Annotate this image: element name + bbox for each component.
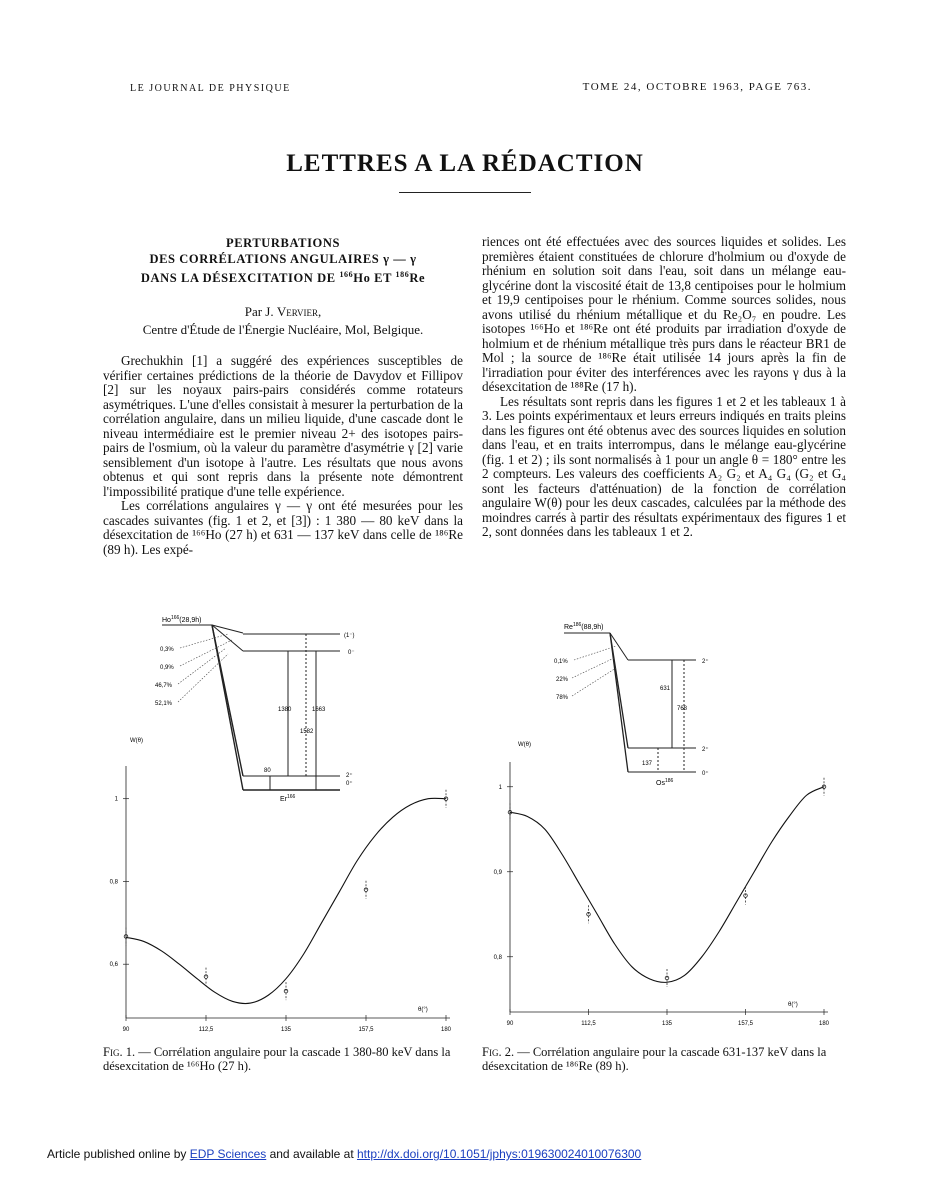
fig1-x-tick-label: 135 — [280, 1027, 292, 1033]
fig1-ylabel: W(θ) — [130, 738, 143, 744]
right-column — [482, 235, 846, 540]
title-rule — [399, 192, 531, 193]
fig1-fit-curve — [126, 798, 446, 1003]
title-line-3: DANS LA DÉSEXCITATION DE $^{166}$Ho ET $^{186}$Re — [140, 270, 426, 286]
fig2-transition-0: 631 — [660, 686, 671, 692]
fig1-branch-3: 52,1% — [155, 701, 173, 707]
fig1-branch-2: 46,7% — [155, 683, 173, 689]
fig1-level-top-0: (1⁻) — [344, 633, 355, 639]
fig2-x-tick-label: 180 — [818, 1021, 830, 1027]
fig1-level-bottom-1: 0⁺ — [346, 781, 353, 787]
fig1-level-bottom-0: 2⁺ — [346, 773, 353, 779]
figure-2 — [478, 608, 850, 1040]
journal-header: LE JOURNAL DE PHYSIQUE — [130, 83, 291, 94]
fig1-y-tick-label: 0,8 — [109, 879, 118, 886]
fig2-x-tick-label: 157,5 — [737, 1021, 754, 1027]
fig2-daughter-label: Os$^{186}$ — [656, 778, 674, 787]
figure-2-caption: Fig. 2. — Corrélation angulaire pour la cascade 631-137 keV dans la désexcitation de ¹⁸⁶Re (89 h). — [482, 1045, 827, 1073]
fig1-transition-2: 1663 — [312, 707, 326, 713]
fig1-parent-label: Ho$^{166}$(28,9h) — [162, 615, 202, 624]
fig2-y-tick-label: 1 — [498, 784, 502, 791]
fig1-y-tick-label: 0,6 — [109, 962, 118, 969]
fig2-branch-2: 78% — [556, 695, 569, 701]
left-column — [103, 354, 463, 557]
fig1-transition-1: 1582 — [300, 729, 314, 735]
fig2-transition-2: 137 — [642, 761, 653, 767]
footer-line: Article published online by EDP Sciences and available at http://dx.doi.org/10.1051/jphys:019630024010076300 — [47, 1147, 642, 1161]
right-paragraph-2: Les résultats sont repris dans les figures 1 et 2 et les tableaux 1 à 3. Les points expérimentaux et leurs erreurs indiqués en traits pleins dans les figures ont été obtenus avec des sources liquides en solution dans l'eau, et en traits interrompus, dans le mélange eau-glycérine (fig. 1 et 2) ; ils sont normalisés à 1 pour un angle θ = 180° entre les 2 compteurs. Les valeurs des coefficients A₂ G₂ et A₄ G₄ (G₂ et G₄ sont les facteurs d'atténuation) de la fonction de corrélation angulaire W(θ) pour les deux cascades, calculées par la méthode des moindres carrés à partir des résultats expérimentaux des figures 1 et 2, sont données dans les tableaux 1 et 2. — [482, 393, 846, 539]
article-title — [103, 235, 463, 286]
title-line-2: DES CORRÉLATIONS ANGULAIRES γ — γ — [149, 252, 417, 266]
fig2-x-tick-label: 112,5 — [581, 1021, 596, 1027]
fig1-daughter-label: Er$^{166}$ — [280, 794, 296, 803]
fig2-x-tick-label: 90 — [506, 1021, 514, 1027]
fig2-level-bottom-0: 2⁺ — [702, 747, 709, 753]
publisher-link[interactable]: EDP Sciences — [189, 1147, 267, 1161]
fig2-y-tick-label: 0,9 — [493, 869, 502, 876]
fig1-x-tick-label: 112,5 — [198, 1027, 214, 1033]
fig1-transition-0: 1380 — [278, 707, 292, 713]
affiliation: Centre d'Étude de l'Énergie Nucléaire, Mol, Belgique. — [142, 322, 424, 337]
fig2-level-top: 2⁺ — [702, 659, 709, 665]
fig2-xlabel: θ(°) — [788, 1002, 798, 1008]
fig1-y-tick-label: 1 — [114, 796, 118, 803]
title-line-1: PERTURBATIONS — [225, 236, 341, 250]
issue-header: TOME 24, OCTOBRE 1963, PAGE 763. — [582, 81, 812, 93]
figure-1 — [100, 608, 470, 1040]
fig2-ylabel: W(θ) — [518, 742, 531, 748]
doi-link[interactable]: http://dx.doi.org/10.1051/jphys:019630024010076300 — [356, 1147, 642, 1161]
fig2-level-bottom-1: 0⁺ — [702, 771, 709, 777]
fig1-branch-0: 0,3% — [160, 647, 174, 653]
fig2-x-tick-label: 135 — [661, 1021, 673, 1027]
section-title: LETTRES A LA RÉDACTION — [286, 150, 644, 177]
fig2-transition-1: 768 — [677, 706, 688, 712]
right-paragraph-1: riences ont été effectuées avec des sources liquides et solides. Les premières étaient constituées de chlorure d'holmium ou d'oxyde de rhénium en solution soit dans l'eau, soit dans un mélange eau-glycérine dont la viscosité était de 13,8 centipoises pour le holmium et 19,9 centipoises pour le rhénium. Comme sources solides, nous avons utilisé du rhénium métallique et du Re₂O₇ en poudre. Les isotopes ¹⁶⁶Ho et ¹⁸⁶Re ont été produits par irradiation d'oxyde de holmium et de rhénium métallique très purs dans le réacteur BR1 de Mol ; la source de ¹⁸⁶Re était utilisée 14 jours après la fin de l'irradiation pour éviter des interférences avec les rayons γ dus à la désexcitation de ¹⁸⁸Re (17 h). — [482, 234, 846, 394]
fig2-parent-label: Re$^{186}$(88,9h) — [564, 622, 604, 631]
fig2-branch-1: 22% — [556, 677, 569, 683]
fig1-x-tick-label: 157,5 — [358, 1027, 374, 1033]
fig1-decay-scheme — [155, 615, 355, 803]
fig1-plot — [110, 738, 452, 1033]
fig1-x-tick-label: 90 — [122, 1027, 130, 1033]
fig1-xlabel: θ(°) — [418, 1007, 428, 1013]
fig1-level-top-1: 0⁻ — [348, 650, 355, 656]
left-paragraph-2: Les corrélations angulaires γ — γ ont été mesurées pour les cascades suivantes (fig. 1 et 2, et [3]) : 1 380 — 80 keV dans la désexcitation de ¹⁶⁶Ho (27 h) et 631 — 137 keV dans celle de ¹⁸⁶Re (89 h). Les expé- — [103, 498, 463, 557]
left-paragraph-1: Grechukhin [1] a suggéré des expériences susceptibles de vérifier certaines prédictions de la théorie de Davydov et Fillipov [2] sur les noyaux pairs-pairs considérés comme rotateurs asymétriques. L'une d'elles consistait à mesurer la perturbation de la corrélation angulaire, dans un milieu liquide, d'une cascade dont le niveau intermédiaire est le premier niveau 2+ des isotopes pairs-pairs de l'osmium, où la valeur du paramètre d'asymétrie γ [2] varie sensiblement d'un isotope à l'autre. Les résultats que nous avons obtenus et qui sont repris dans la présente note démontrent l'impossibilité pratique d'une telle expérience. — [103, 353, 463, 499]
fig1-x-tick-label: 180 — [440, 1027, 452, 1033]
fig2-y-tick-label: 0,8 — [493, 954, 502, 961]
fig2-decay-scheme — [554, 622, 709, 787]
fig1-transition-3: 80 — [264, 768, 271, 774]
fig2-branch-0: 0,1% — [554, 659, 568, 665]
author-line: Par J. Vervier, — [244, 304, 322, 319]
fig2-fit-curve — [510, 787, 824, 983]
figure-1-caption: Fig. 1. — Corrélation angulaire pour la cascade 1 380-80 keV dans la désexcitation de ¹⁶⁶Ho (27 h). — [103, 1045, 451, 1073]
fig1-branch-1: 0,9% — [160, 665, 174, 671]
